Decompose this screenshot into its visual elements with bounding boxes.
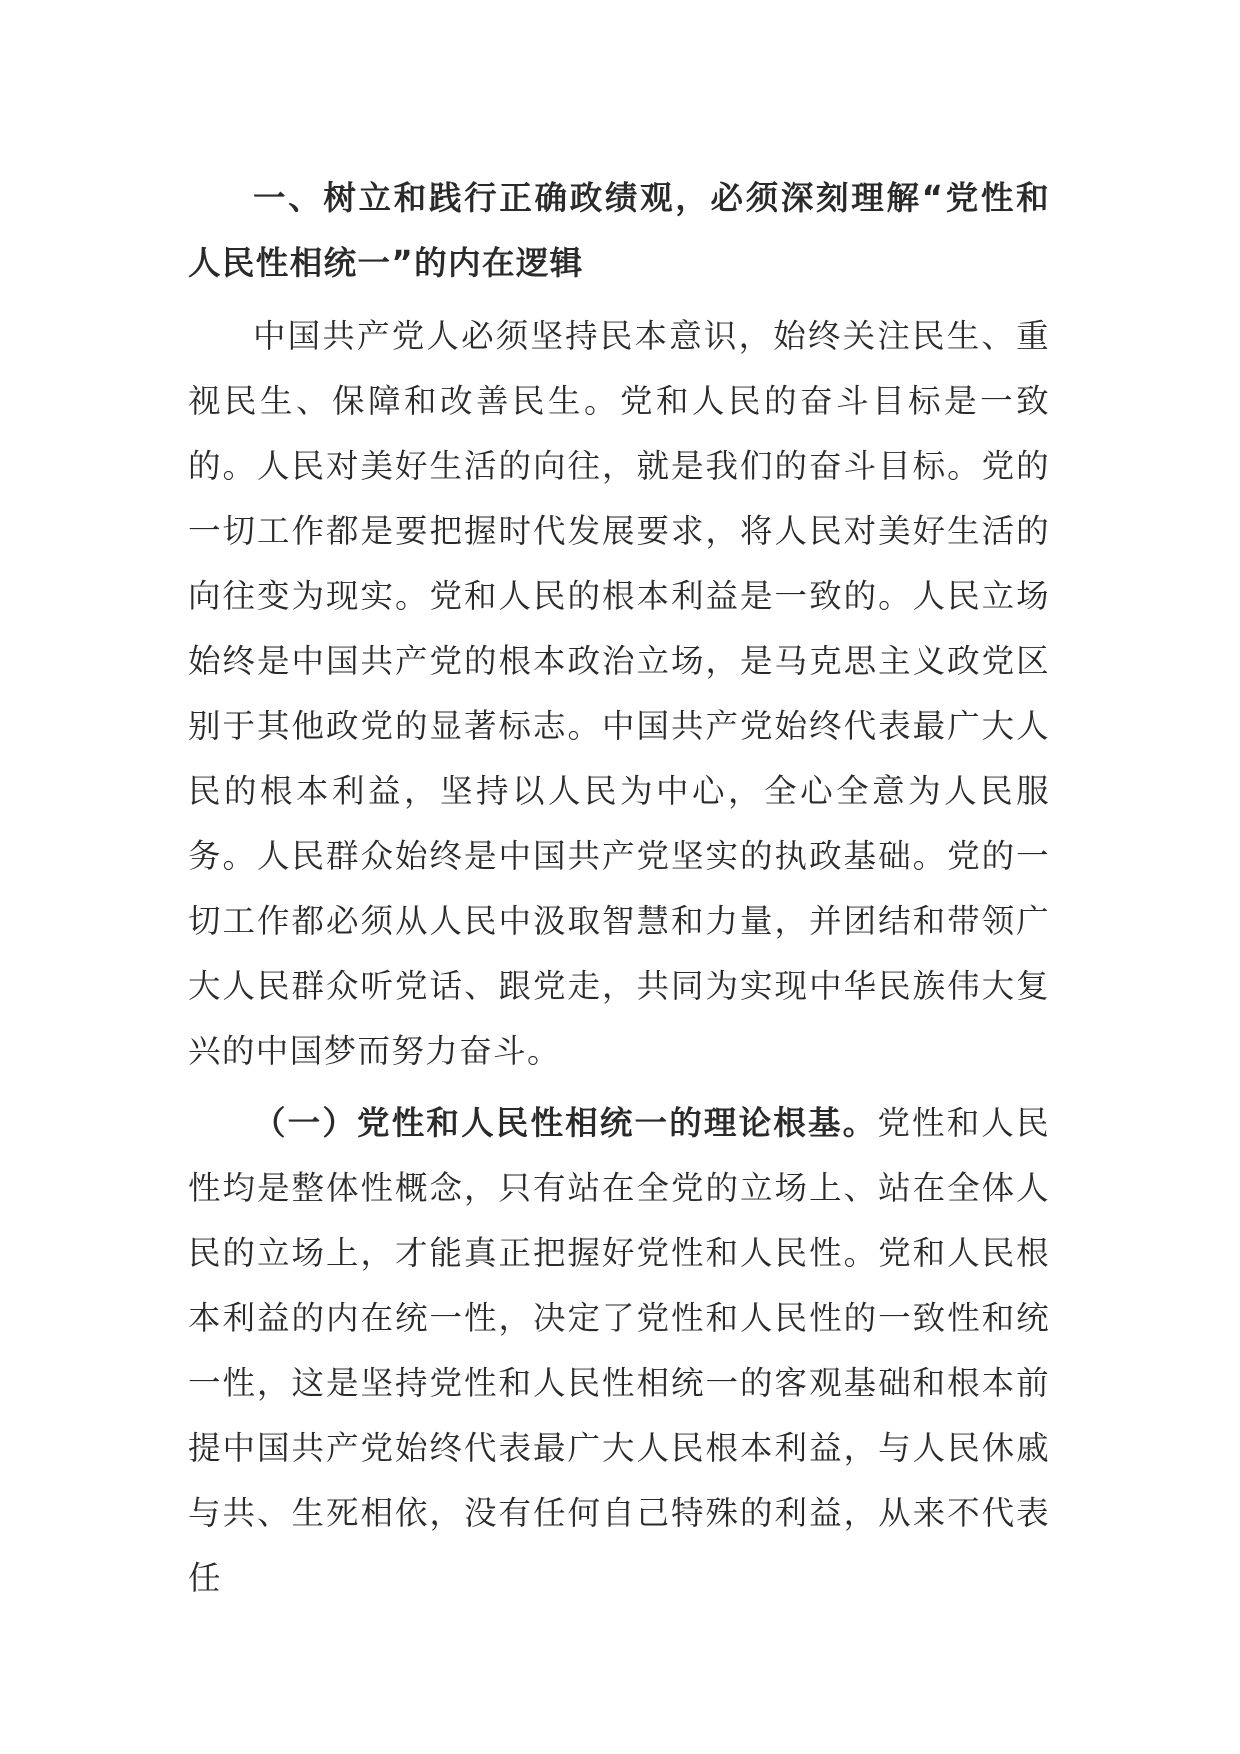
paragraph-1: 中国共产党人必须坚持民本意识，始终关注民生、重视民生、保障和改善民生。党和人民的奋斗目标是一致的。人民对美好生活的向往，就是我们的奋斗目标。党的一切工作都是要把握时代发展要求，将人民对美好生活的向往变为现实。党和人民的根本利益是一致的。人民立场始终是中国共产党的根本政治立场，是马克思主义政党区别于其他政党的显著标志。中国共产党始终代表最广大人民的根本利益，坚持以人民为中心，全心全意为人民服务。人民群众始终是中国共产党坚实的执政基础。党的一切工作都必须从人民中汲取智慧和力量，并团结和带领广大人民群众听党话、跟党走，共同为实现中华民族伟大复兴的中国梦而努力奋斗。 bbox=[188, 317, 1050, 1070]
document-body bbox=[188, 166, 1050, 1618]
paragraph-2 bbox=[188, 1091, 1050, 1611]
section-heading: 一、树立和践行正确政绩观，必须深刻理解“党性和人民性相统一”的内在逻辑 bbox=[188, 179, 1050, 282]
paragraph-2-lead: （一）党性和人民性相统一的理论根基。 bbox=[253, 1104, 878, 1142]
paragraph-2-body: 党性和人民性均是整体性概念，只有站在全党的立场上、站在全体人民的立场上，才能真正把握好党性和人民性。党和人民根本利益的内在统一性，决定了党性和人民性的一致性和统一性，这是坚持党性和人民性相统一的客观基础和根本前提中国共产党始终代表最广大人民根本利益，与人民休戚与共、生死相依，没有任何自己特殊的利益，从来不代表任 bbox=[188, 1104, 1050, 1597]
